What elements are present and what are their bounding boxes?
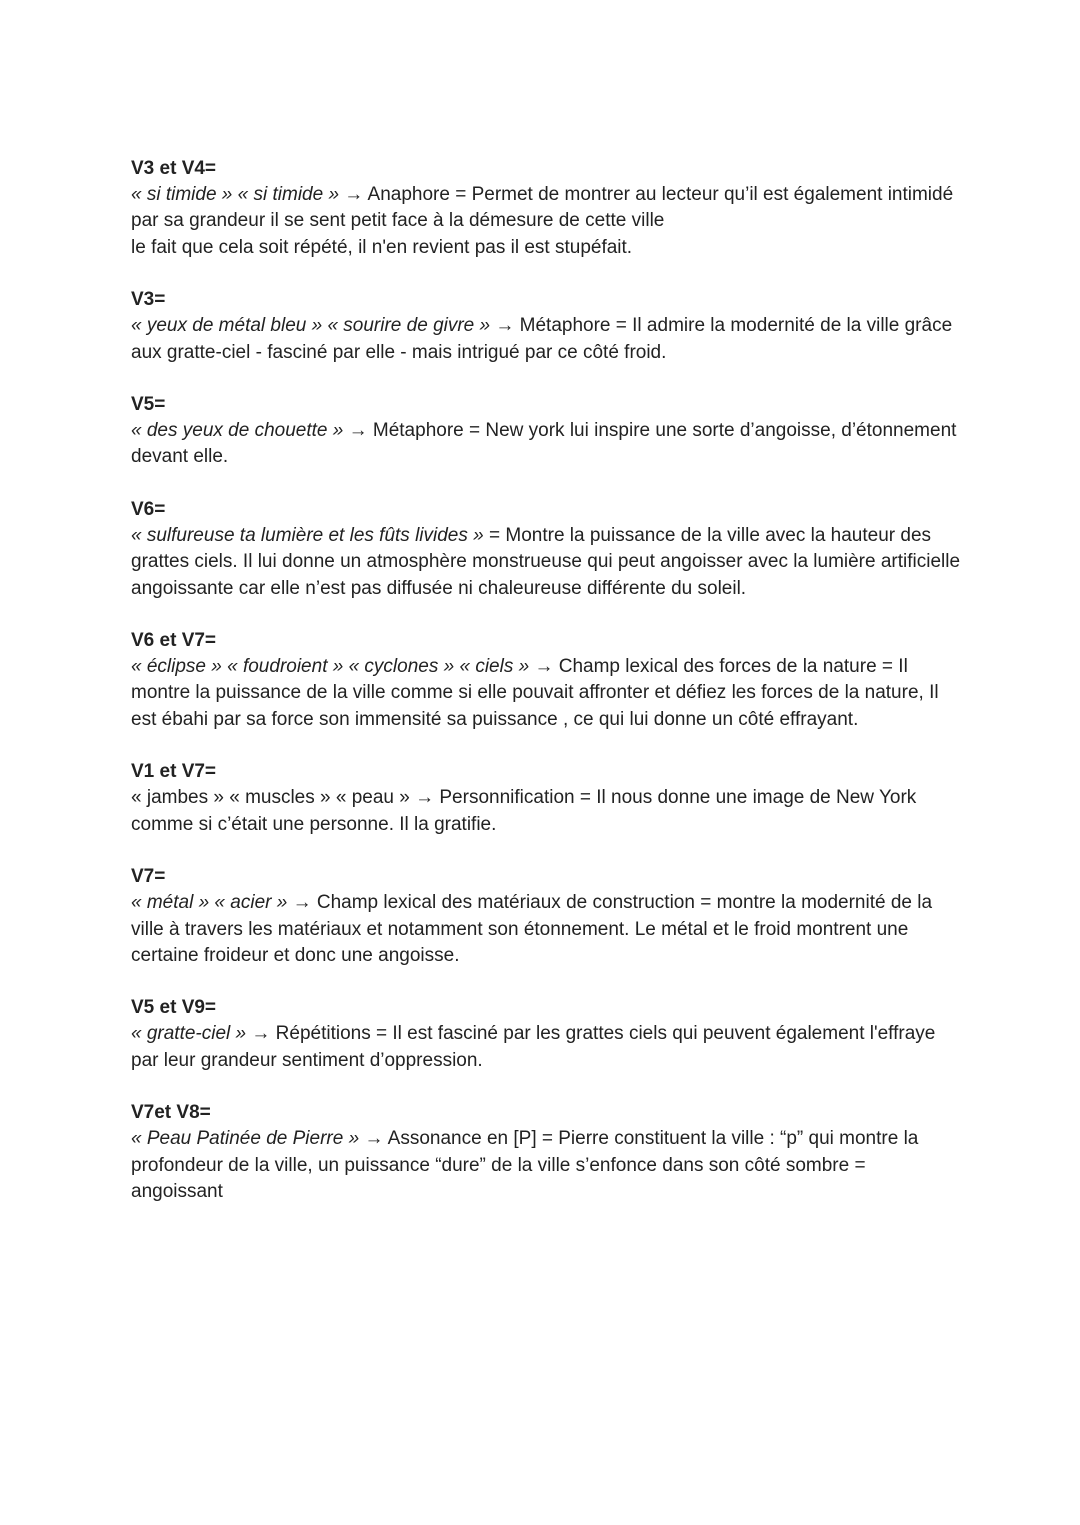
section-text: → Champ lexical des matériaux de construction = montre la modernité de la ville à travers les matériaux et notamment son étonnement. Le métal et le froid montrent une certaine froideur et donc une angoisse. [131,892,933,966]
section-quote: « si timide » « si timide » [131,184,340,205]
section-text: → Métaphore = New york lui inspire une sorte d’angoisse, d’étonnement devant elle. [131,420,957,468]
section-body [131,313,961,366]
analysis-section-v3-v4 [131,156,961,261]
section-text: = Montre la puissance de la ville avec la hauteur des grattes ciels. Il lui donne un atmosphère monstrueuse qui peut angoisser avec la lumière artificielle angoissante car elle n’est pas diffusée ni chaleureuse différente du soleil. [131,524,961,599]
section-text: → Métaphore = Il admire la modernité de la ville grâce aux gratte-ciel - fasciné par elle - mais intrigué par ce côté froid. [131,315,953,363]
section-text: → Champ lexical des forces de la nature = Il montre la puissance de la ville comme si elle pouvait affronter et défiez les forces de la nature, Il est ébahi par sa force son immensité sa puissance , ce qui lui donne un côté effrayant. [131,656,939,730]
section-quote: « métal » « acier » [131,892,288,914]
analysis-section-v6 [131,497,961,602]
section-quote: « éclipse » « foudroient » « cyclones » « ciels » [131,656,530,678]
section-text: « jambes » « muscles » « peau » → Personnification = Il nous donne une image de New York comme si c’était une personne. Il la gratifie. [131,787,917,835]
section-quote: « Peau Patinée de Pierre » [131,1128,360,1150]
section-heading: V5= [131,394,166,416]
section-extra-text: le fait que cela soit répété, il n'en revient pas il est stupéfait. [131,236,633,258]
section-body [131,654,961,733]
analysis-section-v6-v7 [131,628,961,733]
section-body [131,418,961,471]
analysis-section-v5 [131,392,961,471]
document-page [131,156,961,1231]
section-quote: « gratte-ciel » [131,1023,247,1045]
section-text: → Assonance en [P] = Pierre constituent la ville : “p” qui montre la profondeur de la ville, un puissance “dure” de la ville s’enfonce dans son côté sombre = angoissant [131,1128,919,1202]
analysis-section-v1-v7 [131,759,961,838]
section-heading: V3 et V4= [131,158,217,179]
section-heading: V6= [131,498,166,520]
section-heading: V5 et V9= [131,997,217,1019]
section-text: → Anaphore = Permet de montrer au lecteur qu’il est également intimidé par sa grandeur il se sent petit face à la démesure de cette ville [131,184,954,232]
section-body [131,523,961,602]
section-quote: « des yeux de chouette » [131,420,344,442]
section-text: → Répétitions = Il est fasciné par les grattes ciels qui peuvent également l'effraye par leur grandeur sentiment d’oppression. [131,1023,936,1071]
section-body [131,785,961,838]
section-heading: V7et V8= [131,1102,211,1124]
section-quote: « yeux de métal bleu » « sourire de givre » [131,315,491,337]
section-body [131,182,961,261]
analysis-section-v5-v9 [131,995,961,1074]
section-quote: « sulfureuse ta lumière et les fûts livides » [131,524,484,546]
analysis-section-v7-v8 [131,1100,961,1205]
analysis-section-v3 [131,287,961,366]
section-body [131,890,961,969]
section-body [131,1126,961,1205]
section-heading: V1 et V7= [131,761,217,783]
section-heading: V6 et V7= [131,630,217,652]
section-body [131,1021,961,1074]
section-heading: V3= [131,289,166,311]
section-heading: V7= [131,866,166,888]
analysis-section-v7 [131,864,961,969]
